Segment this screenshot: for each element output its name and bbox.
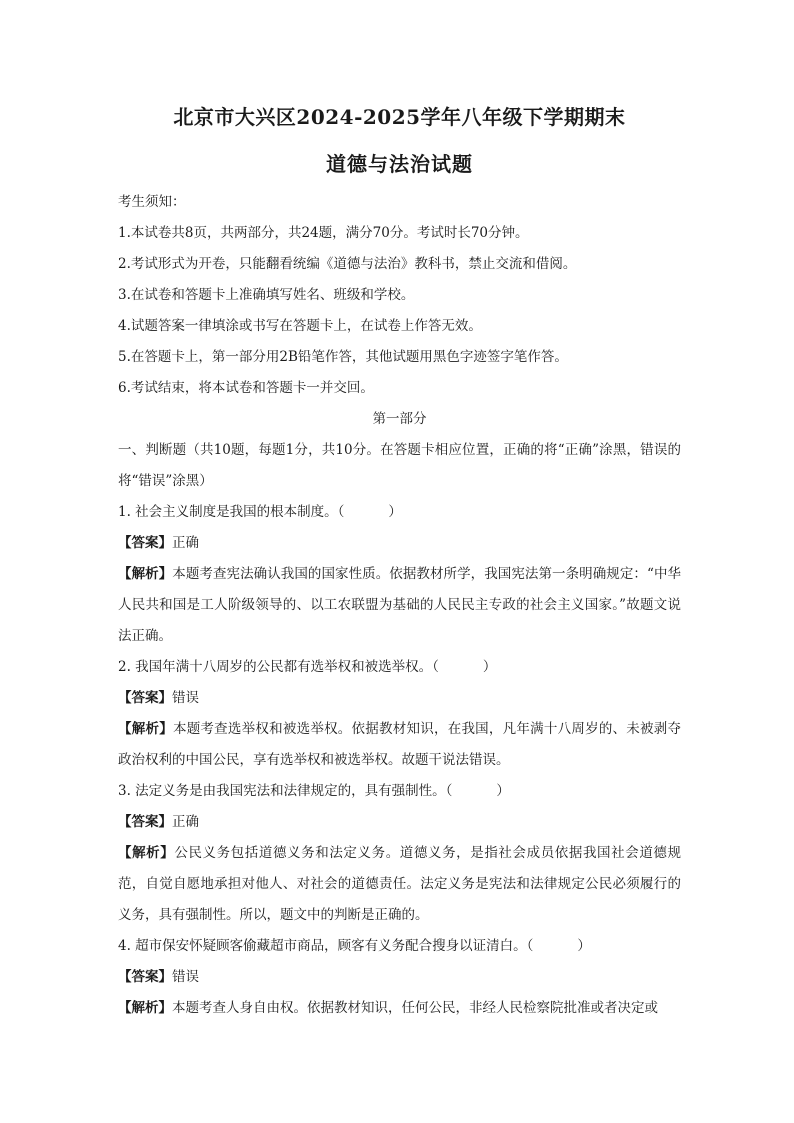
analysis-paragraph xyxy=(118,714,681,776)
notice-item-1: 1.本试卷共8页，共两部分，共24题，满分70分。考试时长70分钟。 xyxy=(118,225,529,241)
answer-line xyxy=(118,807,681,838)
notice-item-3: 3.在试卷和答题卡上准确填写姓名、班级和学校。 xyxy=(118,287,415,303)
answer-value: 正确 xyxy=(172,535,199,551)
section-intro: 一、判断题（共10题，每题1分，共10分。在答题卡相应位置，正确的将“正确”涂黑，错误的将“错误”涂黑） xyxy=(118,442,681,489)
analysis-tag: 【解析】 xyxy=(118,1000,172,1016)
answer-tag: 【答案】 xyxy=(118,969,172,985)
question-stem-text: 1. 社会主义制度是我国的根本制度。（ xyxy=(118,504,345,520)
answer-tag: 【答案】 xyxy=(118,814,172,830)
question-stem xyxy=(118,652,681,683)
part-label: 第一部分 xyxy=(372,411,427,427)
question-stem-close: ） xyxy=(482,659,497,675)
answer-value: 错误 xyxy=(172,690,199,706)
notice-item-2: 2.考试形式为开卷，只能翻看统编《道德与法治》教科书，禁止交流和借阅。 xyxy=(118,256,577,272)
answer-tag: 【答案】 xyxy=(118,535,172,551)
question-stem-text: 4. 超市保安怀疑顾客偷藏超市商品，顾客有义务配合搜身以证清白。（ xyxy=(118,938,534,954)
analysis-text: 本题考查选举权和被选举权。依据教材知识，在我国，凡年满十八周岁的、未被剥夺政治权利的中国公民，享有选举权和被选举权。故题干说法错误。 xyxy=(118,721,682,768)
exam-body xyxy=(118,187,681,1024)
answer-line xyxy=(118,683,681,714)
question-stem xyxy=(118,776,681,807)
answer-value: 错误 xyxy=(172,969,199,985)
analysis-paragraph xyxy=(118,993,681,1024)
analysis-tag: 【解析】 xyxy=(118,721,173,737)
notice-item-4: 4.试题答案一律填涂或书写在答题卡上，在试卷上作答无效。 xyxy=(118,318,482,334)
analysis-text: 公民义务包括道德义务和法定义务。道德义务，是指社会成员依据我国社会道德规范，自觉自愿地承担对他人、对社会的道德责任。法定义务是宪法和法律规定公民必须履行的义务，具有强制性。所以，题文中的判断是正确的。 xyxy=(118,845,681,923)
exam-title: 北京市大兴区2024-2025学年八年级下学期期末 xyxy=(173,105,626,129)
question-stem-close: ） xyxy=(388,504,402,520)
answer-value: 正确 xyxy=(172,814,199,830)
analysis-paragraph xyxy=(118,838,681,931)
question-stem-text: 3. 法定义务是由我国宪法和法律规定的，具有强制性。（ xyxy=(118,783,453,799)
analysis-tag: 【解析】 xyxy=(118,845,175,861)
exam-subtitle: 道德与法治试题 xyxy=(326,152,473,176)
question-stem-close: ） xyxy=(496,783,510,799)
notice-heading: 考生须知： xyxy=(118,194,186,210)
answer-line xyxy=(118,528,681,559)
analysis-tag: 【解析】 xyxy=(118,566,173,582)
question-stem xyxy=(118,931,681,962)
analysis-paragraph xyxy=(118,559,681,652)
notice-item-6: 6.考试结束，将本试卷和答题卡一并交回。 xyxy=(118,380,374,396)
question-stem xyxy=(118,497,681,528)
analysis-text: 本题考查人身自由权。依据教材知识，任何公民，非经人民检察院批准或者决定或 xyxy=(172,1000,658,1016)
answer-line xyxy=(118,962,681,993)
analysis-text: 本题考查宪法确认我国的国家性质。依据教材所学，我国宪法第一条明确规定：“中华人民共和国是工人阶级领导的、以工农联盟为基础的人民民主专政的社会主义国家。”故题文说法正确。 xyxy=(118,566,682,644)
answer-tag: 【答案】 xyxy=(118,690,172,706)
notice-item-5: 5.在答题卡上，第一部分用2B铅笔作答，其他试题用黑色字迹签字笔作答。 xyxy=(118,349,568,365)
question-stem-close: ） xyxy=(577,938,591,954)
question-stem-text: 2. 我国年满十八周岁的公民都有选举权和被选举权。（ xyxy=(118,659,439,675)
